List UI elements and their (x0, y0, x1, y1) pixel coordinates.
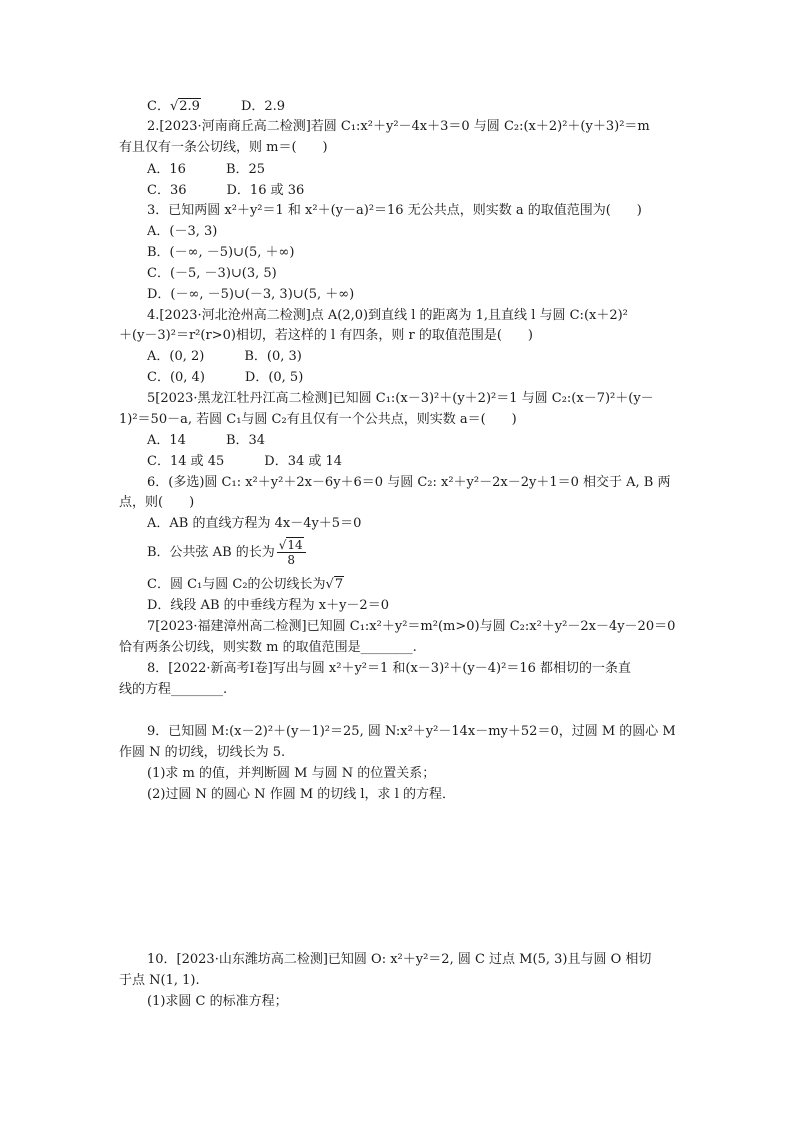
q6-option-d: D．线段 AB 的中垂线方程为 x＋y－2＝0 (147, 598, 389, 613)
q1-options (147, 97, 285, 117)
q2-options-ab (147, 160, 265, 180)
q2-stem-line1: 2.[2023·河南商丘高二检测]若圆 C₁:x²＋y²－4x＋3＝0 与圆 C₂:(x＋2)²＋(y＋3)²＝m (147, 119, 650, 134)
q9-subquestion-2: (2)过圆 N 的圆心 N 作圆 M 的切线 l，求 l 的方程． (147, 787, 455, 802)
sqrt-sign: √ (278, 538, 287, 552)
q9-stem-line1: 9．已知圆 M:(x－2)²＋(y－1)²＝25, 圆 N:x²＋y²－14x－my＋52＝0，过圆 M 的圆心 M (147, 724, 676, 739)
q2-option-c: C．36 (147, 183, 187, 198)
q6-stem-line1: 6．(多选)圆 C₁: x²＋y²＋2x－6y＋6＝0 与圆 C₂: x²＋y²－2x－2y＋1＝0 相交于 A, B 两 (147, 475, 671, 490)
q3-option-a: A．(－3, 3) (147, 224, 218, 239)
q6-option-b-text: B．公共弦 AB 的长为 (147, 545, 275, 560)
q7-stem-line2: 恰有两条公切线，则实数 m 的取值范围是________. (119, 640, 417, 655)
q5-option-a: A．14 (147, 433, 186, 448)
q2-option-a: A．16 (147, 162, 186, 177)
q5-option-b: B．34 (225, 433, 266, 448)
q4-option-d: D．(0, 5) (244, 370, 304, 385)
q6-option-b-numerator: 14 (287, 538, 303, 552)
q5-options-cd (147, 452, 342, 472)
q4-options-ab (147, 347, 302, 367)
q6-stem-line2: 点，则( ) (119, 495, 195, 510)
q7-stem-line1: 7[2023·福建漳州高二检测]已知圆 C₁:x²＋y²＝m²(m>0)与圆 C₂:x²＋y²－2x－4y－20＝0 (147, 619, 676, 634)
q1-option-c-radical: 2.9 (179, 99, 200, 114)
q3-option-b: B．(－∞, －5)∪(5, ＋∞) (147, 245, 295, 260)
q2-stem-line2: 有且仅有一条公切线，则 m＝( ) (119, 140, 328, 155)
q4-stem-line2: ＋(y－3)²＝r²(r>0)相切，若这样的 l 有四条，则 r 的取值范围是( ) (119, 328, 533, 343)
q5-stem-line1: 5[2023·黑龙江牡丹江高二检测]已知圆 C₁:(x－3)²＋(y＋2)²＝1 与圆 C₂:(x－7)²＋(y－ (147, 391, 654, 406)
q6-option-c-radical: 7 (334, 577, 344, 592)
sqrt-sign: √ (169, 99, 179, 114)
q4-stem-line1: 4.[2023·河北沧州高二检测]点 A(2,0)到直线 l 的距离为 1,且直线 l 与圆 C:(x＋2)² (147, 308, 628, 323)
q5-stem-line2: 1)²＝50－a, 若圆 C₁与圆 C₂有且仅有一个公共点，则实数 a＝( ) (119, 412, 517, 427)
q5-option-c: C．14 或 45 (147, 454, 225, 469)
q6-option-b-fraction (277, 538, 306, 567)
q3-stem: 3．已知两圆 x²＋y²＝1 和 x²＋(y－a)²＝16 无公共点，则实数 a 的取值范围为( ) (147, 203, 642, 218)
q1-option-d: D．2.9 (240, 99, 286, 114)
q3-option-c: C．(－5, －3)∪(3, 5) (147, 266, 277, 281)
q9-stem-line2: 作圆 N 的切线，切线长为 5. (119, 745, 286, 760)
q3-option-d: D．(－∞, －5)∪(－3, 3)∪(5, ＋∞) (147, 287, 355, 302)
q6-option-b-denominator: 8 (287, 553, 296, 567)
q1-option-c-label: C． (147, 99, 170, 114)
q4-option-b: B．(0, 3) (244, 349, 302, 364)
q10-stem-line2: 于点 N(1, 1). (119, 973, 200, 988)
q4-option-c: C．(0, 4) (147, 370, 205, 385)
q5-options-ab (147, 431, 265, 451)
q8-stem-line1: 8．[2022·新高考Ⅰ卷]写出与圆 x²＋y²＝1 和(x－3)²＋(y－4)²＝16 都相切的一条直 (147, 661, 632, 676)
q6-option-b (147, 537, 308, 569)
q4-option-a: A．(0, 2) (147, 349, 205, 364)
q6-option-c-text: C．圆 C₁与圆 C₂的公切线长为 (147, 577, 326, 592)
q6-option-c (147, 575, 344, 595)
q10-stem-line1: 10．[2023·山东潍坊高二检测]已知圆 O: x²＋y²＝2, 圆 C 过点 M(5, 3)且与圆 O 相切 (147, 952, 652, 967)
q8-stem-line2: 线的方程________. (119, 682, 228, 697)
q5-option-d: D．34 或 14 (264, 454, 343, 469)
sqrt-sign: √ (325, 577, 334, 592)
q2-option-b: B．25 (225, 162, 266, 177)
q9-subquestion-1: (1)求 m 的值，并判断圆 M 与圆 N 的位置关系； (147, 766, 436, 781)
q4-options-cd (147, 368, 303, 388)
q2-option-d: D．16 或 36 (226, 183, 305, 198)
q2-options-cd (147, 181, 304, 201)
q10-subquestion-1: (1)求圆 C 的标准方程； (147, 994, 288, 1009)
q6-option-a: A．AB 的直线方程为 4x－4y＋5＝0 (147, 516, 362, 531)
